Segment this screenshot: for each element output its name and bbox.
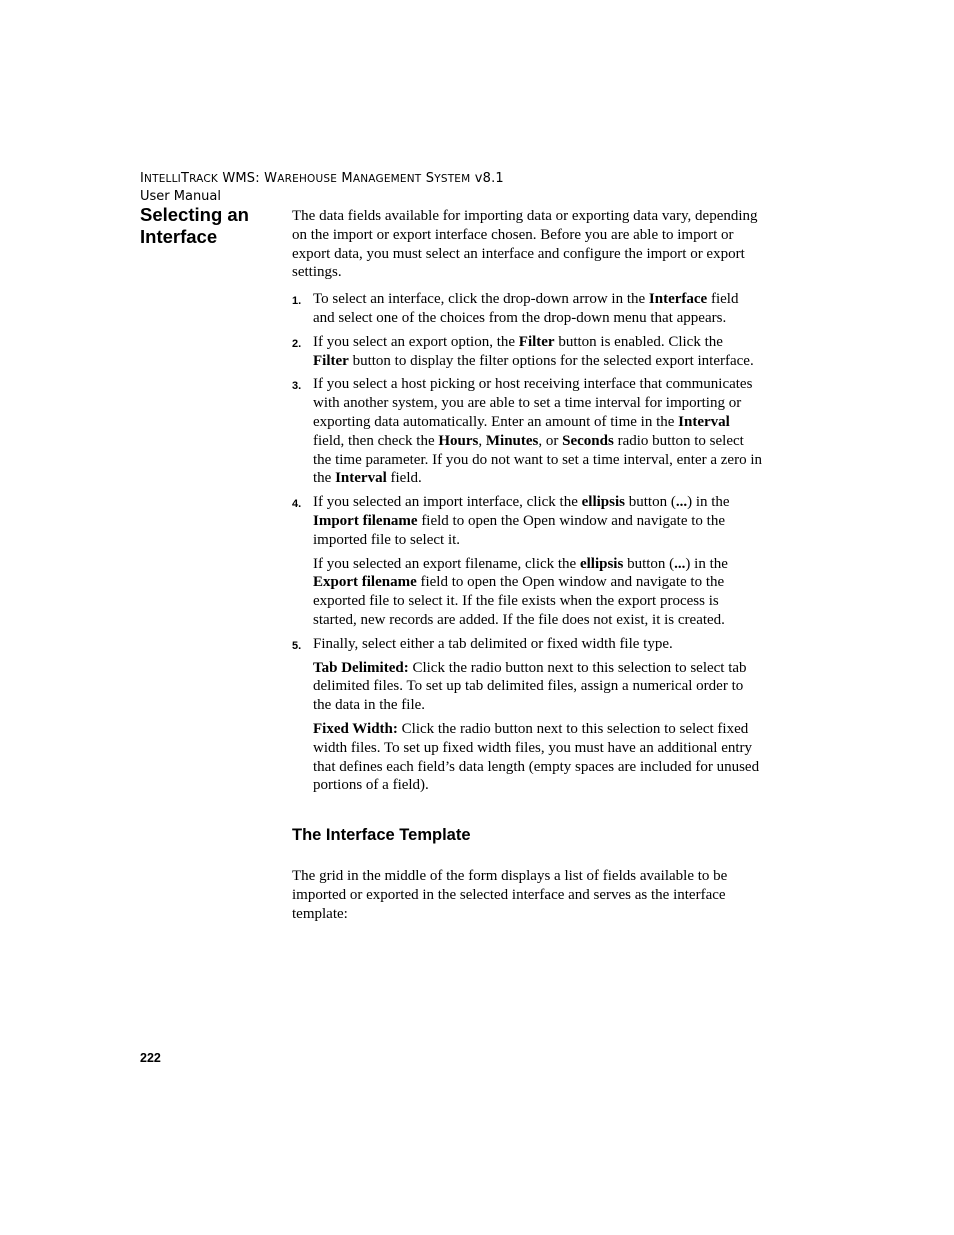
running-header — [140, 170, 504, 205]
step-2: 2. If you select an export option, the Filter button is enabled. Click the Filter button to display the filter options for the selected export interface. — [292, 333, 754, 369]
step-1: 1. To select an interface, click the drop-down arrow in the Interface field and select one of the choices from the drop-down menu that appears. — [292, 291, 739, 326]
intro-paragraph: The data fields available for importing data or exporting data vary, depending on the import or export interface chosen. Before you are able to import or export data, you must select an interface and configure the import or export settings. — [292, 208, 758, 281]
tab-delimited-paragraph: Tab Delimited: Click the radio button next to this selection to select tab delimited files. To set up tab delimited files, assign a numerical order to the data in the file. — [313, 659, 747, 714]
step-number: 3. — [292, 380, 302, 393]
manual-title: INTELLITRACK WMS: WAREHOUSE MANAGEMENT SYSTEM v8.1 — [140, 171, 504, 186]
manual-subtitle: User Manual — [140, 189, 222, 204]
body-column — [292, 207, 762, 932]
interface-template-heading: The Interface Template — [292, 826, 471, 845]
step-number: 2. — [292, 337, 302, 350]
step-number: 4. — [292, 498, 302, 511]
page-number: 222 — [140, 1051, 161, 1065]
step-4-export-paragraph: If you selected an export filename, click the ellipsis button (...) in the Export filename field to open the Open window and navigate to the exported file to select it. If the file exists when the export process is started, new records are added. If the file does not exist, it is created. — [313, 555, 728, 628]
step-number: 1. — [292, 295, 302, 308]
fixed-width-paragraph: Fixed Width: Click the radio button next to this selection to select fixed width files. To set up fixed width files, you must have an additional entry that defines each field’s data length (empty spaces are included for unused portions of a field). — [313, 720, 760, 794]
section-heading: Selecting an Interface — [140, 204, 249, 247]
step-3: 3. If you select a host picking or host receiving interface that communicates with another system, you are able to set a time interval for importing or exporting data automatically. Enter an amount of time in the Interval field, then check the Hours, Minutes, or Seconds radio button to select the time parameter. If you do not want to set a time interval, enter a zero in the Interval field. — [292, 376, 763, 487]
step-5: 5. Finally, select either a tab delimited or fixed width file type. — [292, 635, 762, 654]
step-number: 5. — [292, 639, 302, 652]
interface-template-paragraph: The grid in the middle of the form displays a list of fields available to be imported or exported in the selected interface and serves as the interface template: — [292, 868, 728, 922]
step-4: 4. If you selected an import interface, click the ellipsis button (...) in the Import filename field to open the Open window and navigate to the imported file to select it. — [292, 494, 730, 548]
